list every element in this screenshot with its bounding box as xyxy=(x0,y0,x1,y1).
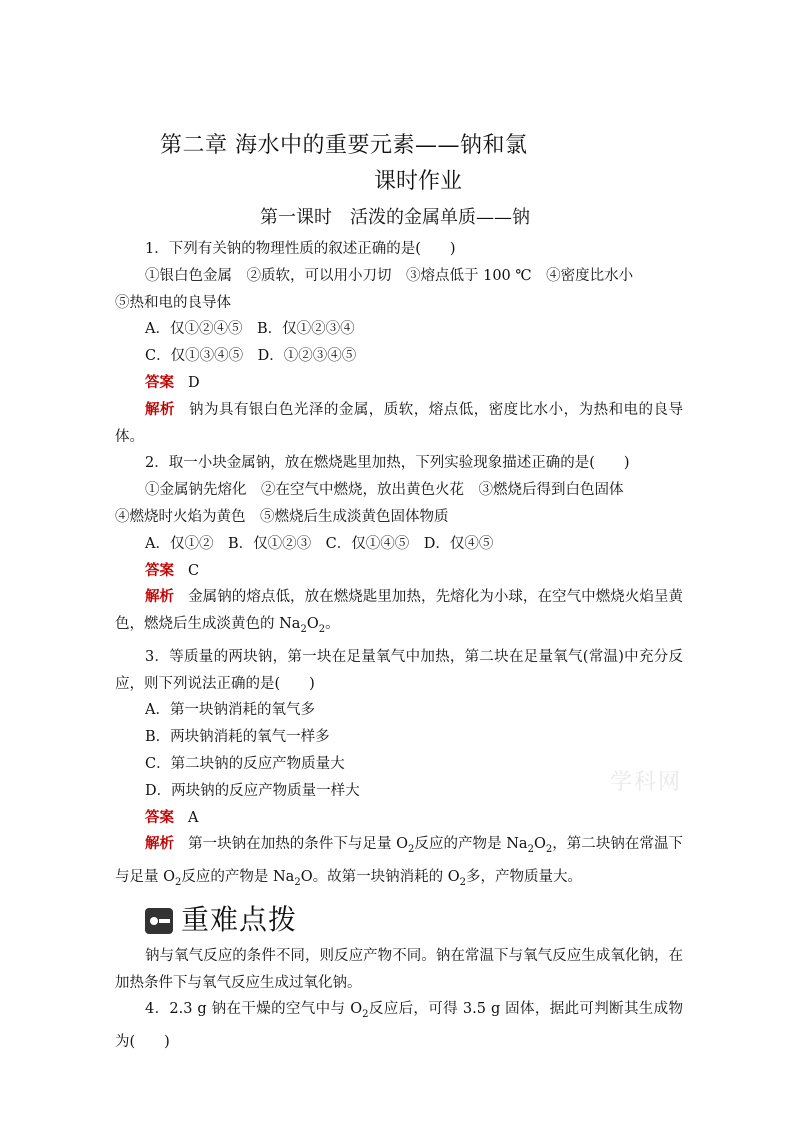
q3-analysis-text: 第一块钠在加热的条件下与足量 O xyxy=(188,836,409,853)
q2-options: A．仅①② B．仅①②③ C．仅①④⑤ D．仅④⑤ xyxy=(145,535,494,552)
tip-heading-text: 重难点拨 xyxy=(181,903,298,937)
subscript: 2 xyxy=(362,1009,369,1021)
q2-items-line2: ④燃烧时火焰为黄色 ⑤燃烧后生成淡黄色固体物质 xyxy=(115,508,449,525)
q3-analysis-text: O。故第一块钠消耗的 O xyxy=(300,869,460,886)
q1-options-cd: C．仅①③④⑤ D．①②③④⑤ xyxy=(145,348,357,365)
key-point-icon xyxy=(145,908,173,934)
analysis-label: 解析 xyxy=(145,835,175,853)
homework-subtitle: 课时作业 xyxy=(374,169,463,194)
q3-analysis-text: 多，产物质量大。 xyxy=(465,869,582,886)
subscript: 2 xyxy=(318,624,326,636)
q3-stem: 3．等质量的两块钠，第一块在足量氧气中加热，第二块在足量氧气(常温)中充分反应，则下列说法正确的是( ) xyxy=(115,648,683,692)
q1-analysis xyxy=(115,397,683,451)
q4-stem-text: 反应后，可得 3.5 g 固体，据此可判断其生成物为( ) xyxy=(115,1001,684,1051)
q3-analysis-text: ，第二块钠在常温下与足量 O xyxy=(115,836,683,886)
q1-items-line2: ⑤热和电的良导体 xyxy=(115,294,231,311)
q4-stem xyxy=(115,996,683,1055)
q3-analysis-text: 反应的产物是 Na xyxy=(414,836,528,853)
q3-answer xyxy=(115,805,683,832)
watermark-text: 学科网 xyxy=(610,770,683,795)
answer-label: 答案 xyxy=(145,808,174,826)
analysis-label: 解析 xyxy=(145,588,175,606)
q1-answer-value: D xyxy=(188,374,200,391)
q3-option-b: B．两块钠消耗的氧气一样多 xyxy=(145,729,330,746)
formula-part: O xyxy=(306,616,319,633)
subscript: 2 xyxy=(300,624,307,636)
q3-option-c: C．第二块钠的反应产物质量大 xyxy=(145,756,345,773)
answer-label: 答案 xyxy=(145,561,174,579)
formula-part: 。 xyxy=(325,616,340,633)
q2-analysis xyxy=(115,584,683,643)
subscript: 2 xyxy=(408,844,415,856)
q1-answer xyxy=(115,370,683,397)
q1-items-line1: ①银白色金属 ②质软，可以用小刀切 ③熔点低于 100 ℃ ④密度比水小 xyxy=(145,267,634,284)
q3-option-a: A．第一块钠消耗的氧气多 xyxy=(145,702,315,719)
q3-answer-value: A xyxy=(188,809,199,826)
tip-heading xyxy=(145,899,683,943)
q1-options-ab: A．仅①②④⑤ B．仅①②③④ xyxy=(145,321,355,338)
tip-text: 钠与氧气反应的条件不同，则反应产物不同。钠在常温下与氧气反应生成氧化钠，在加热条件下与氧气反应生成过氧化钠。 xyxy=(115,947,683,991)
analysis-label: 解析 xyxy=(145,400,175,418)
chapter-title: 第二章 海水中的重要元素——钠和氯 xyxy=(160,133,528,158)
q3-analysis xyxy=(115,831,683,896)
q2-answer xyxy=(115,558,683,585)
content-body xyxy=(115,236,683,1056)
q3-option-d: D．两块钠的反应产物质量一样大 xyxy=(145,782,360,799)
q2-analysis-text: 金属钠的熔点低，放在燃烧匙里加热，先熔化为小球，在空气中燃烧火焰呈黄色，燃烧后生成淡黄色的 Na xyxy=(115,589,684,633)
q2-items-line1: ①金属钠先熔化 ②在空气中燃烧，放出黄色火花 ③燃烧后得到白色固体 xyxy=(145,482,624,499)
answer-label: 答案 xyxy=(145,373,174,391)
q2-stem: 2．取一小块金属钠，放在燃烧匙里加热，下列实验现象描述正确的是( ) xyxy=(145,455,630,472)
subscript: 2 xyxy=(545,844,553,856)
q3-analysis-text: 反应的产物是 Na xyxy=(181,869,295,886)
subscript: 2 xyxy=(459,877,466,888)
subscript: 2 xyxy=(175,877,182,888)
subscript: 2 xyxy=(527,844,534,856)
q4-stem-text: 4．2.3 g 钠在干燥的空气中与 O xyxy=(145,1001,363,1018)
q1-analysis-text: 钠为具有银白色光泽的金属，质软，熔点低，密度比水小，为热和电的良导体。 xyxy=(115,401,684,445)
subscript: 2 xyxy=(294,877,301,888)
lesson-title: 第一课时 活泼的金属单质——钠 xyxy=(260,207,530,228)
q2-answer-value: C xyxy=(188,562,200,579)
q1-stem: 1．下列有关钠的物理性质的叙述正确的是( ) xyxy=(145,241,456,257)
q3-analysis-text: O xyxy=(533,836,546,853)
